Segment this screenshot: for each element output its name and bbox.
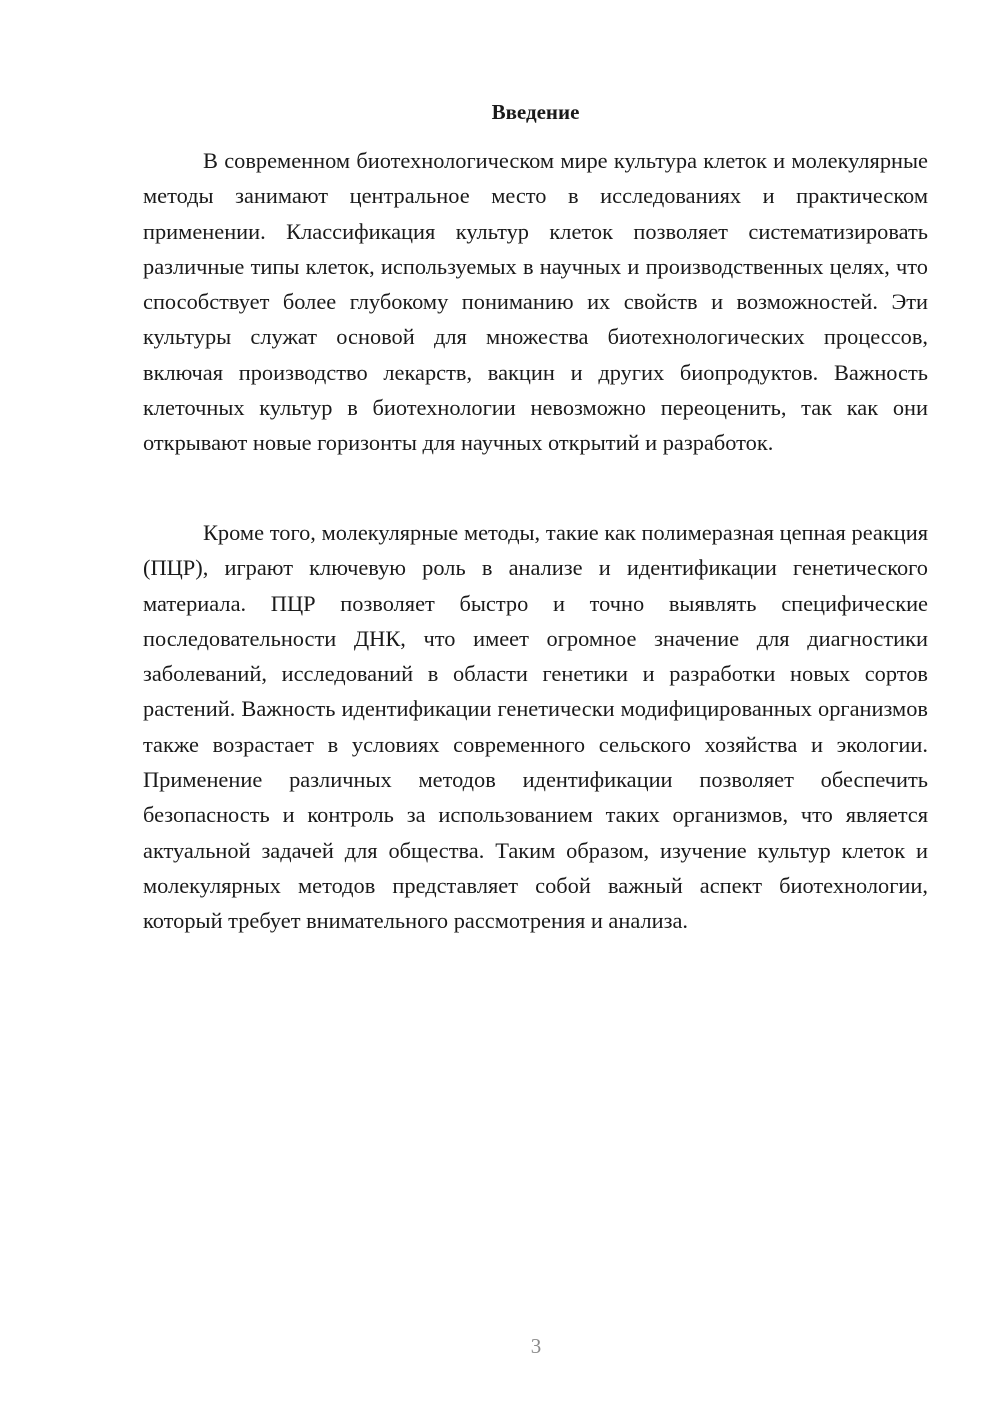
section-heading: Введение: [491, 100, 580, 124]
paragraph-introduction: В современном биотехнологическом мире культура клеток и молекулярные методы занимают центральное место в исследованиях и практическом применении. Классификация культур клеток позволяет систематизировать различные типы клеток, используемых в научных и производственных целях, что способствует более глубокому пониманию их свойств и возможностей. Эти культуры служат основой для множества биотехнологических процессов, включая производство лекарств, вакцин и других биопродуктов. Важность клеточных культур в биотехнологии невозможно переоценить, так как они открывают новые горизонты для научных открытий и разработок.: [143, 148, 928, 456]
paragraph-molecular-methods: Кроме того, молекулярные методы, такие как полимеразная цепная реакция (ПЦР), играют ключевую роль в анализе и идентификации генетического материала. ПЦР позволяет быстро и точно выявлять специфические последовательности ДНК, что имеет огромное значение для диагностики заболеваний, исследований в области генетики и разработки новых сортов растений. Важность идентификации генетически модифицированных организмов также возрастает в условиях современного сельского хозяйства и экологии. Применение различных методов идентификации позволяет обеспечить безопасность и контроль за использованием таких организмов, что является актуальной задачей для общества. Таким образом, изучение культур клеток и молекулярных методов представляет собой важный аспект биотехнологии, который требует внимательного рассмотрения и анализа.: [143, 520, 928, 934]
page-number: 3: [530, 1334, 542, 1358]
